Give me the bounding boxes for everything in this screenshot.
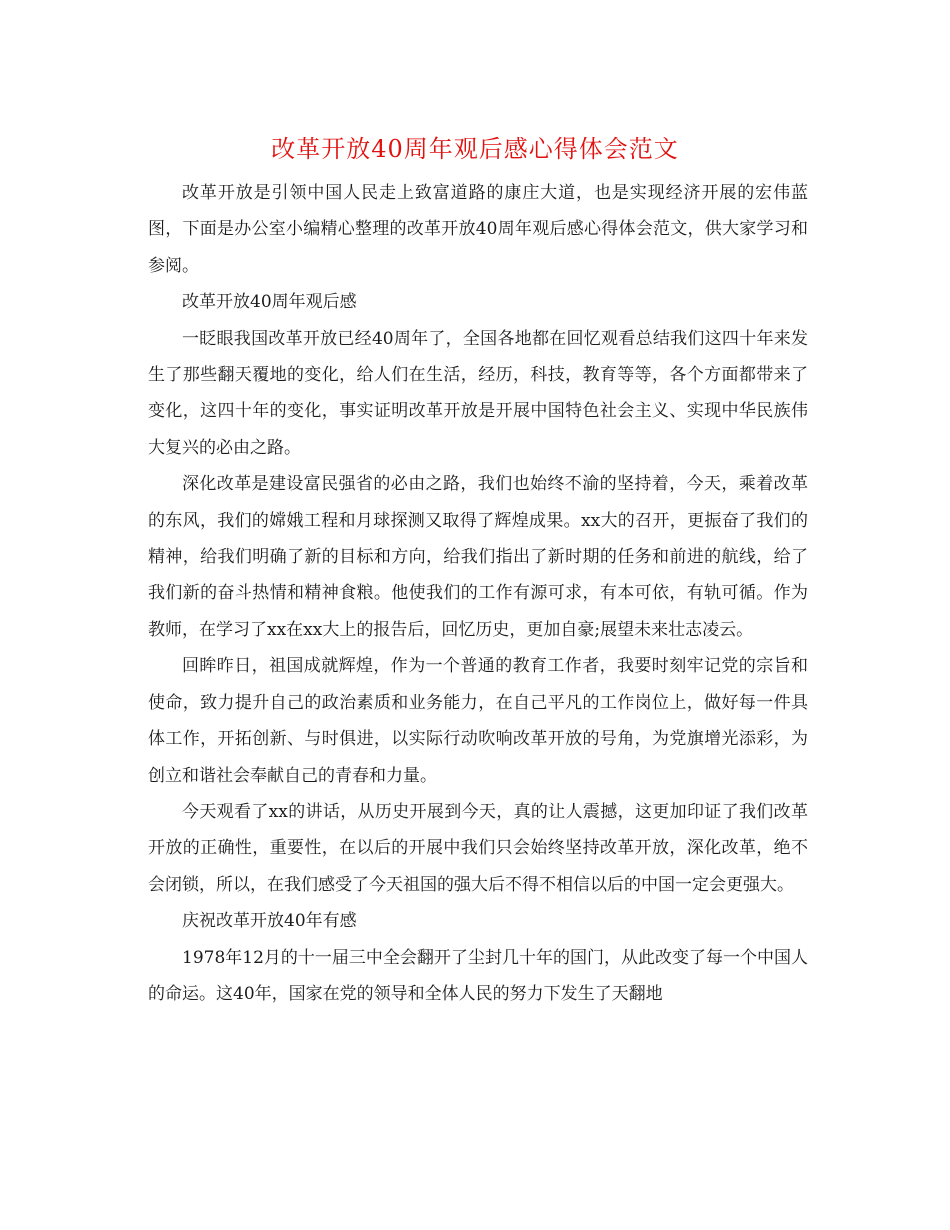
paragraph-1978: 1978年12月的十一届三中全会翻开了尘封几十年的国门，从此改变了每一个中国人的命运。这40年，国家在党的领导和全体人民的努力下发生了天翻地	[148, 947, 808, 1004]
document-body	[148, 175, 808, 1012]
section-heading-review: 改革开放40周年观后感	[182, 292, 357, 313]
section-heading-celebrate: 庆祝改革开放40年有感	[182, 911, 357, 932]
paragraph-look-back: 回眸昨日，祖国成就辉煌，作为一个普通的教育工作者，我要时刻牢记党的宗旨和使命，致力提升自己的政治素质和业务能力，在自己平凡的工作岗位上，做好每一件具体工作，开拓创新、与时俱进，以实际行动吹响改革开放的号角，为党旗增光添彩，为创立和谐社会奉献自己的青春和力量。	[148, 656, 808, 786]
paragraph-intro: 改革开放是引领中国人民走上致富道路的康庄大道，也是实现经济开展的宏伟蓝图，下面是办公室小编精心整理的改革开放40周年观后感心得体会范文，供大家学习和参阅。	[148, 183, 808, 276]
document-title: 改革开放40周年观后感心得体会范文	[271, 135, 679, 163]
paragraph-today-speech: 今天观看了xx的讲话，从历史开展到今天，真的让人震撼，这更加印证了我们改革开放的正确性，重要性，在以后的开展中我们只会始终坚持改革开放，深化改革，绝不会闭锁，所以，在我们感受了今天祖国的强大后不得不相信以后的中国一定会更强大。	[148, 801, 808, 895]
paragraph-forty-years: 一眨眼我国改革开放已经40周年了，全国各地都在回忆观看总结我们这四十年来发生了那些翻天覆地的变化，给人们在生活，经历，科技，教育等等，各个方面都带来了变化，这四十年的变化，事实证明改革开放是开展中国特色社会主义、实现中华民族伟大复兴的必由之路。	[148, 328, 808, 458]
paragraph-deepen-reform: 深化改革是建设富民强省的必由之路，我们也始终不渝的坚持着，今天，乘着改革的东风，我们的嫦娥工程和月球探测又取得了辉煌成果。xx大的召开，更振奋了我们的精神，给我们明确了新的目标和方向，给我们指出了新时期的任务和前进的航线，给了我们新的奋斗热情和精神食粮。他使我们的工作有源可求，有本可依，有轨可循。作为教师，在学习了xx在xx大上的报告后，回忆历史，更加自豪;展望未来壮志凌云。	[148, 474, 808, 640]
